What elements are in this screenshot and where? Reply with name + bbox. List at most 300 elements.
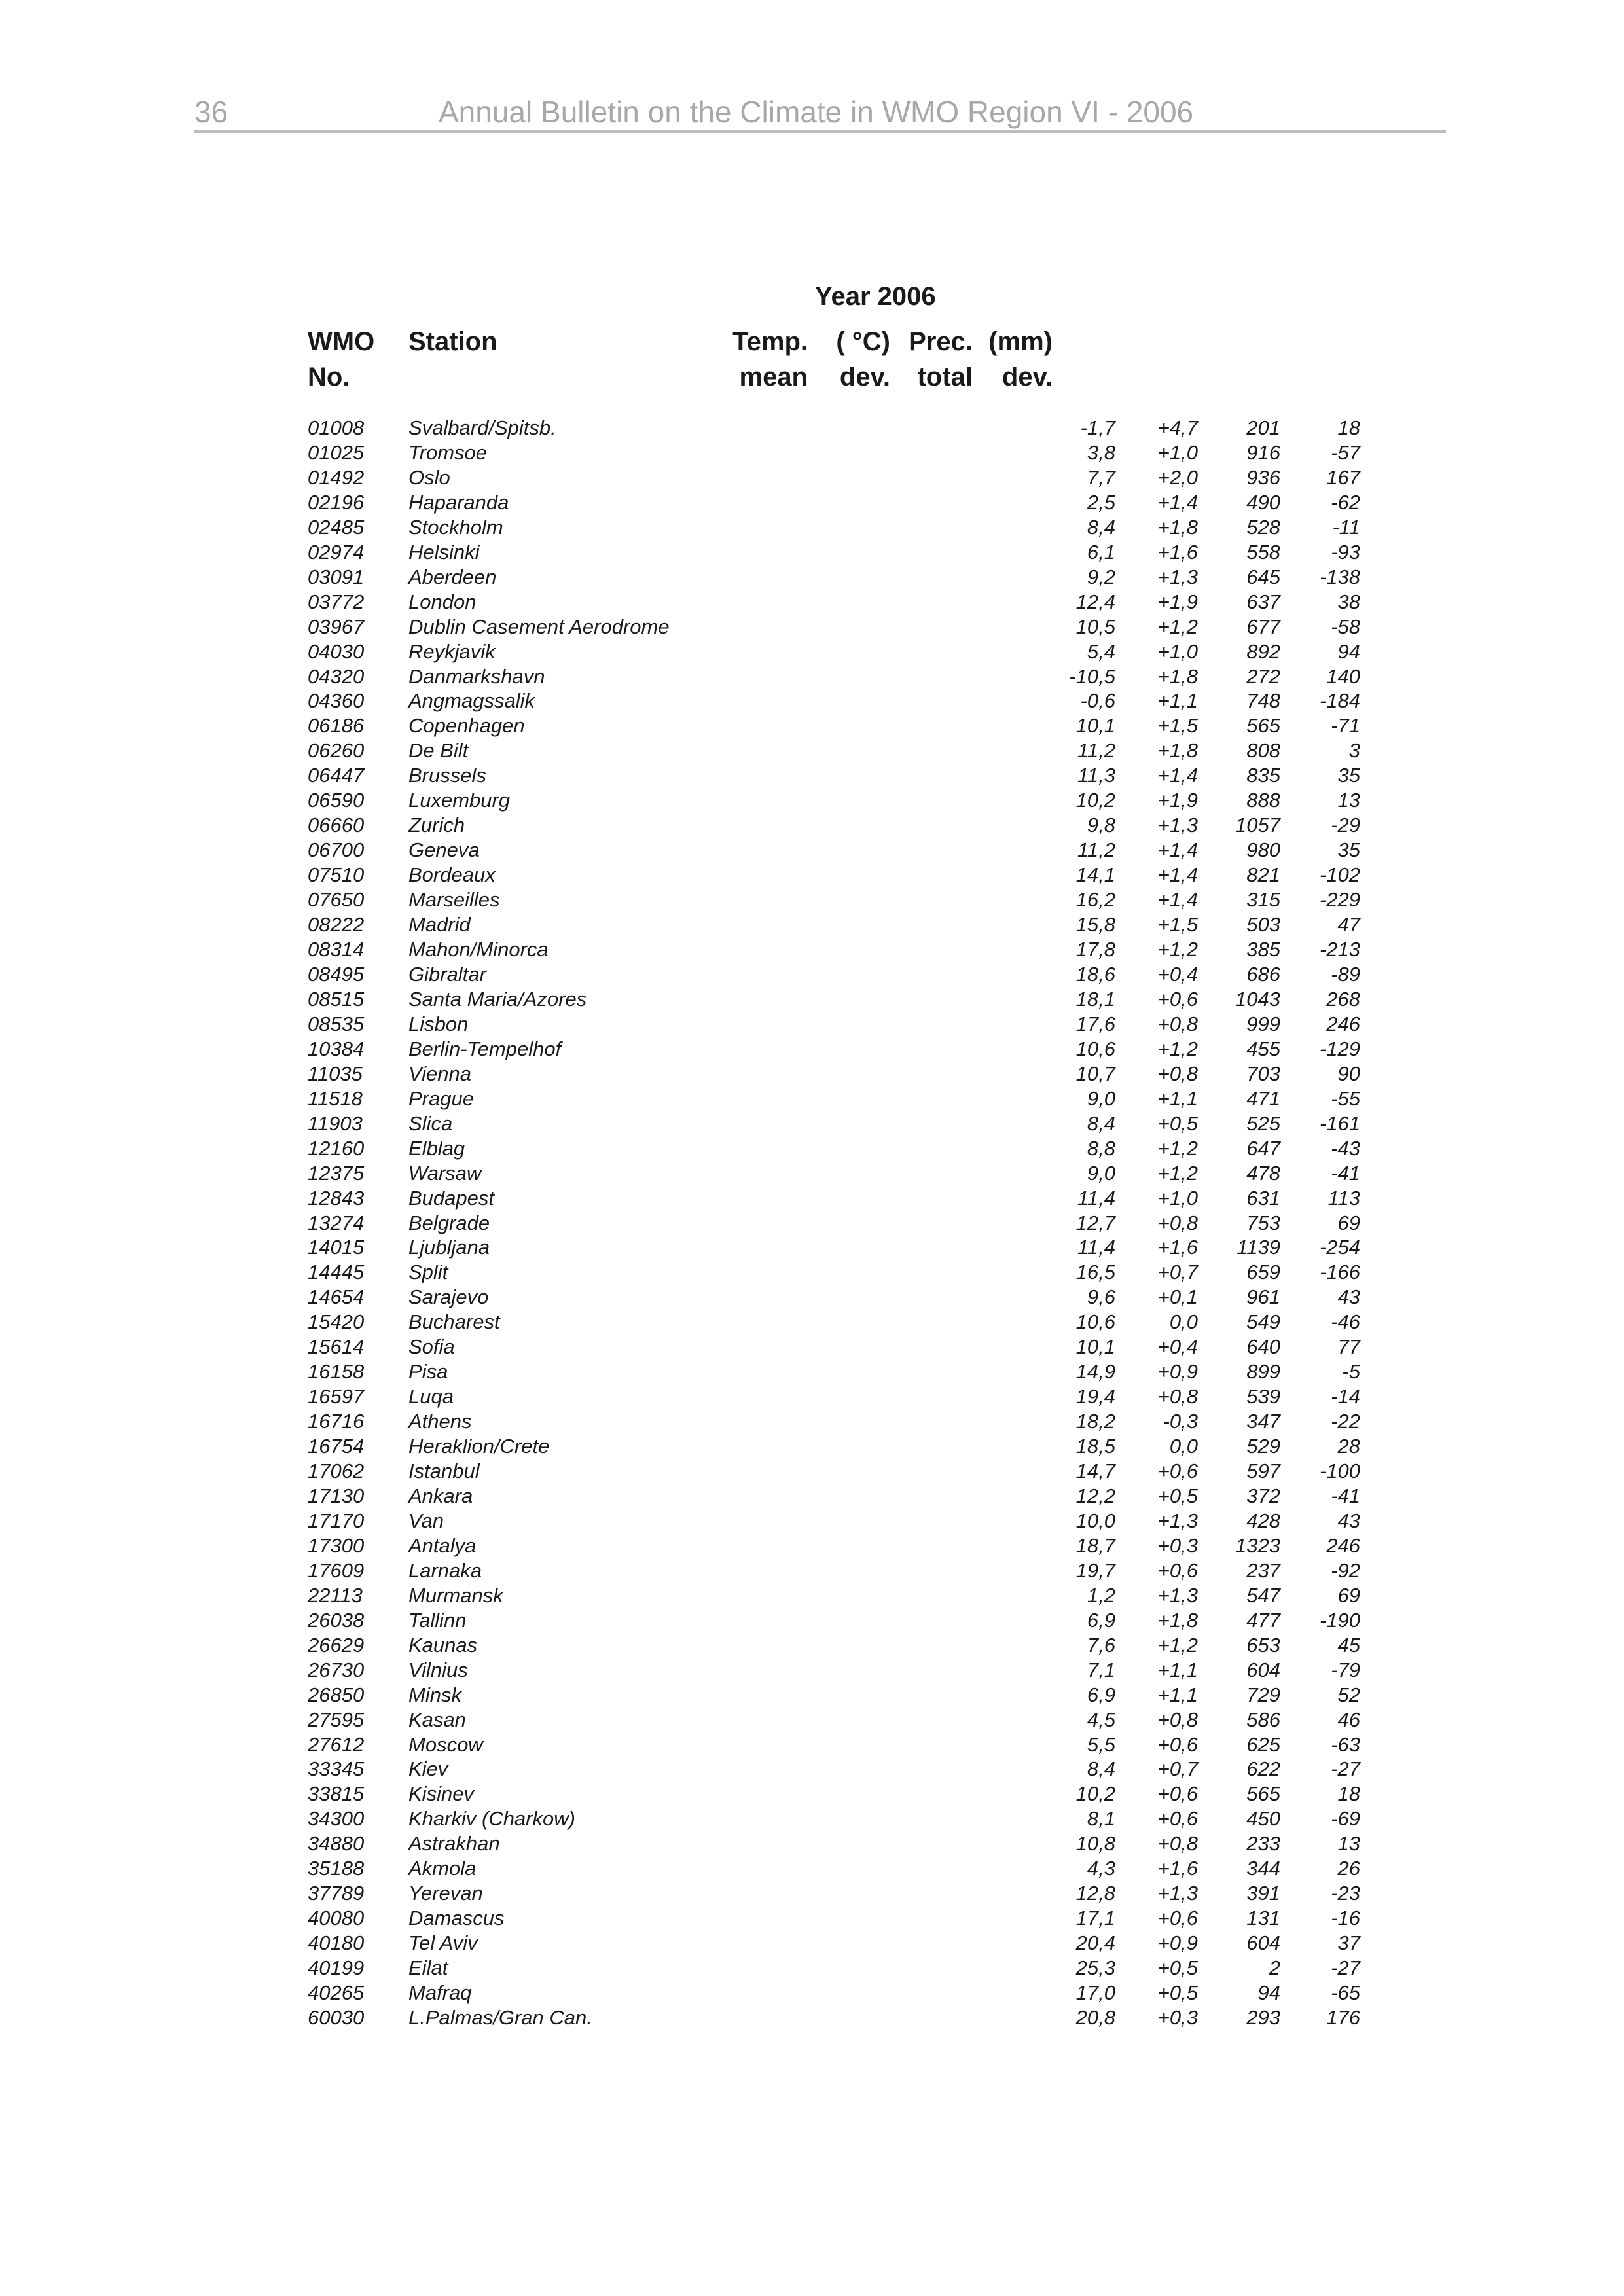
table-row <box>308 590 1360 615</box>
table-row <box>308 1806 1360 1831</box>
table-row <box>308 838 1360 863</box>
table-row <box>308 987 1360 1012</box>
cell-wmo-number: 11035 <box>308 1062 363 1085</box>
table-row <box>308 1782 1360 1806</box>
cell-temp-dev: +0,4 <box>1157 1335 1198 1359</box>
cell-station: Warsaw <box>408 1161 482 1185</box>
cell-prec-total: 344 <box>1246 1857 1280 1880</box>
table-row <box>308 1757 1360 1782</box>
cell-temp-dev: 0,0 <box>1169 1435 1198 1458</box>
cell-station: Stockholm <box>408 515 503 539</box>
table-row <box>308 713 1360 738</box>
cell-prec-total: 892 <box>1246 639 1280 663</box>
cell-station: Tel Aviv <box>408 1931 478 1955</box>
cell-wmo-number: 01025 <box>308 440 365 464</box>
cell-wmo-number: 06447 <box>308 764 365 787</box>
cell-prec-dev: -41 <box>1331 1161 1360 1185</box>
cell-prec-dev: 26 <box>1337 1857 1360 1880</box>
cell-prec-dev: -58 <box>1331 615 1360 638</box>
cell-station: Antalya <box>408 1534 477 1557</box>
cell-wmo-number: 26629 <box>308 1633 365 1657</box>
cell-prec-dev: -69 <box>1331 1807 1360 1831</box>
cell-prec-total: 677 <box>1246 615 1280 638</box>
cell-temp-mean: 8,1 <box>1087 1807 1115 1831</box>
column-header-prec-line2: total <box>917 363 973 391</box>
cell-prec-total: 428 <box>1246 1509 1280 1532</box>
table-row <box>308 1310 1360 1335</box>
cell-wmo-number: 27612 <box>308 1732 365 1756</box>
cell-prec-total: 637 <box>1246 590 1280 613</box>
cell-temp-mean: 15,8 <box>1075 913 1115 937</box>
cell-wmo-number: 12843 <box>308 1186 365 1210</box>
cell-station: Athens <box>408 1410 472 1433</box>
cell-temp-mean: 18,6 <box>1075 962 1115 986</box>
cell-prec-total: 549 <box>1246 1310 1280 1334</box>
cell-temp-dev: +0,3 <box>1157 2006 1198 2029</box>
cell-temp-mean: 10,1 <box>1075 714 1115 738</box>
cell-wmo-number: 03091 <box>308 565 365 588</box>
cell-wmo-number: 33815 <box>308 1782 365 1806</box>
cell-prec-total: 703 <box>1246 1062 1280 1085</box>
cell-station: L.Palmas/Gran Can. <box>408 2006 592 2029</box>
cell-station: Astrakhan <box>408 1832 500 1856</box>
cell-station: Geneva <box>408 838 480 862</box>
cell-temp-dev: +0,6 <box>1157 1460 1198 1483</box>
header-rule <box>194 130 1446 133</box>
column-header-prec-dev-label: dev. <box>1001 363 1053 391</box>
cell-wmo-number: 04320 <box>308 664 365 688</box>
cell-temp-mean: 4,3 <box>1087 1857 1115 1880</box>
cell-wmo-number: 13274 <box>308 1211 365 1234</box>
cell-prec-dev: -89 <box>1331 962 1360 986</box>
cell-prec-dev: 140 <box>1326 664 1360 688</box>
table-row <box>308 1037 1360 1062</box>
cell-temp-dev: +1,2 <box>1157 1037 1198 1060</box>
cell-temp-mean: 18,1 <box>1075 987 1115 1011</box>
table-row <box>308 1384 1360 1409</box>
cell-temp-mean: 19,7 <box>1075 1558 1115 1582</box>
cell-temp-dev: +0,1 <box>1157 1285 1198 1309</box>
cell-temp-dev: +1,9 <box>1157 789 1198 812</box>
cell-wmo-number: 40265 <box>308 1981 365 2005</box>
cell-prec-total: 936 <box>1246 465 1280 489</box>
year-heading: Year 2006 <box>815 282 936 311</box>
cell-prec-total: 391 <box>1246 1882 1280 1905</box>
cell-prec-total: 625 <box>1246 1732 1280 1756</box>
cell-temp-mean: 9,6 <box>1087 1285 1115 1309</box>
cell-temp-dev: +1,1 <box>1157 1683 1198 1706</box>
cell-prec-total: 888 <box>1246 789 1280 812</box>
cell-prec-dev: -213 <box>1319 938 1360 961</box>
cell-wmo-number: 02485 <box>308 515 365 539</box>
cell-prec-dev: -43 <box>1331 1136 1360 1160</box>
cell-prec-total: 597 <box>1246 1460 1280 1483</box>
cell-prec-total: 1043 <box>1235 987 1280 1011</box>
cell-prec-total: 753 <box>1246 1211 1280 1234</box>
cell-temp-dev: +0,5 <box>1157 1981 1198 2005</box>
cell-prec-total: 565 <box>1246 714 1280 738</box>
cell-temp-mean: 20,4 <box>1075 1931 1115 1955</box>
cell-prec-dev: -184 <box>1319 689 1360 713</box>
cell-temp-mean: 3,8 <box>1087 440 1115 464</box>
cell-temp-dev: +1,2 <box>1157 938 1198 961</box>
cell-station: Pisa <box>408 1360 448 1384</box>
cell-station: Van <box>408 1509 444 1532</box>
column-header-temp-unit: ( °C) <box>836 327 890 356</box>
cell-station: Moscow <box>408 1732 483 1756</box>
cell-temp-mean: -0,6 <box>1080 689 1115 713</box>
cell-station: Kaunas <box>408 1633 478 1657</box>
cell-temp-mean: 7,1 <box>1087 1658 1115 1681</box>
cell-prec-dev: -63 <box>1331 1732 1360 1756</box>
cell-prec-dev: -55 <box>1331 1086 1360 1110</box>
cell-station: Tromsoe <box>408 440 488 464</box>
cell-station: Danmarkshavn <box>408 664 545 688</box>
cell-station: Bucharest <box>408 1310 500 1334</box>
cell-temp-dev: +1,5 <box>1157 714 1198 738</box>
cell-temp-dev: +1,1 <box>1157 689 1198 713</box>
cell-prec-dev: -29 <box>1331 814 1360 837</box>
cell-station: Split <box>408 1261 448 1284</box>
cell-wmo-number: 14654 <box>308 1285 365 1309</box>
table-row <box>308 1359 1360 1384</box>
column-header-wmo-line2: No. <box>308 363 350 391</box>
cell-prec-total: 1057 <box>1235 814 1280 837</box>
cell-prec-total: 528 <box>1246 515 1280 539</box>
cell-prec-total: 640 <box>1246 1335 1280 1359</box>
cell-prec-dev: 13 <box>1337 789 1360 812</box>
cell-wmo-number: 04360 <box>308 689 365 713</box>
cell-prec-total: 659 <box>1246 1261 1280 1284</box>
cell-temp-mean: 6,1 <box>1087 540 1115 564</box>
cell-prec-dev: 77 <box>1337 1335 1360 1359</box>
climate-table-body <box>308 416 1360 2030</box>
cell-temp-mean: 10,0 <box>1075 1509 1115 1532</box>
cell-station: Yerevan <box>408 1882 483 1905</box>
cell-prec-dev: -22 <box>1331 1410 1360 1433</box>
column-header-station-line1: Station <box>408 327 497 356</box>
cell-prec-dev: -14 <box>1331 1385 1360 1408</box>
cell-temp-dev: +1,6 <box>1157 1857 1198 1880</box>
cell-prec-total: 916 <box>1246 440 1280 464</box>
cell-prec-dev: 45 <box>1337 1633 1360 1657</box>
cell-station: Larnaka <box>408 1558 482 1582</box>
cell-prec-total: 372 <box>1246 1484 1280 1507</box>
cell-temp-mean: 5,4 <box>1087 639 1115 663</box>
cell-wmo-number: 40180 <box>308 1931 365 1955</box>
cell-temp-dev: +0,3 <box>1157 1534 1198 1557</box>
cell-prec-dev: 167 <box>1326 465 1360 489</box>
table-row <box>308 565 1360 590</box>
cell-station: Madrid <box>408 913 471 937</box>
cell-station: Murmansk <box>408 1583 503 1607</box>
cell-temp-dev: +1,4 <box>1157 490 1198 514</box>
cell-prec-dev: -93 <box>1331 540 1360 564</box>
cell-temp-mean: -1,7 <box>1080 416 1115 439</box>
cell-station: De Bilt <box>408 739 469 762</box>
cell-temp-dev: +1,0 <box>1157 1186 1198 1210</box>
cell-prec-total: 529 <box>1246 1435 1280 1458</box>
table-row <box>308 1981 1360 2005</box>
cell-temp-dev: +1,3 <box>1157 1583 1198 1607</box>
table-row <box>308 1484 1360 1509</box>
cell-prec-dev: 94 <box>1337 639 1360 663</box>
table-row <box>308 416 1360 440</box>
cell-prec-dev: -11 <box>1332 515 1360 539</box>
cell-station: Ljubljana <box>408 1236 490 1259</box>
cell-temp-dev: +1,3 <box>1157 814 1198 837</box>
cell-temp-mean: 8,4 <box>1087 515 1115 539</box>
cell-wmo-number: 01492 <box>308 465 365 489</box>
cell-wmo-number: 08535 <box>308 1012 365 1035</box>
cell-prec-total: 821 <box>1246 863 1280 887</box>
cell-prec-total: 835 <box>1246 764 1280 787</box>
cell-station: Damascus <box>408 1907 505 1930</box>
table-row <box>308 490 1360 515</box>
cell-temp-mean: 20,8 <box>1075 2006 1115 2029</box>
cell-prec-total: 686 <box>1246 962 1280 986</box>
cell-wmo-number: 60030 <box>308 2006 365 2029</box>
cell-prec-total: 477 <box>1246 1608 1280 1632</box>
cell-wmo-number: 40199 <box>308 1956 365 1980</box>
cell-prec-total: 490 <box>1246 490 1280 514</box>
cell-temp-dev: +0,6 <box>1157 1907 1198 1930</box>
cell-temp-dev: +1,4 <box>1157 863 1198 887</box>
cell-temp-mean: 18,7 <box>1075 1534 1115 1557</box>
cell-station: Mafraq <box>408 1981 472 2005</box>
cell-prec-dev: 90 <box>1337 1062 1360 1085</box>
table-row <box>308 763 1360 788</box>
cell-prec-total: 631 <box>1246 1186 1280 1210</box>
table-row <box>308 863 1360 888</box>
table-row <box>308 639 1360 664</box>
cell-temp-mean: 18,5 <box>1075 1435 1115 1458</box>
cell-temp-mean: 17,1 <box>1075 1907 1115 1930</box>
table-row <box>308 440 1360 465</box>
cell-wmo-number: 17170 <box>308 1509 365 1532</box>
cell-temp-dev: +1,2 <box>1157 1136 1198 1160</box>
cell-temp-mean: 10,2 <box>1075 1782 1115 1806</box>
cell-temp-dev: +0,5 <box>1157 1956 1198 1980</box>
column-header-prec-unit: (mm) <box>988 327 1053 356</box>
cell-prec-total: 999 <box>1246 1012 1280 1035</box>
table-row <box>308 2005 1360 2030</box>
cell-temp-mean: 14,1 <box>1075 863 1115 887</box>
cell-prec-total: 272 <box>1246 664 1280 688</box>
table-row <box>308 962 1360 987</box>
cell-prec-dev: -79 <box>1331 1658 1360 1681</box>
table-row <box>308 465 1360 490</box>
running-title: Annual Bulletin on the Climate in WMO Region VI - 2006 <box>439 95 1194 129</box>
column-header-station <box>408 324 497 359</box>
cell-wmo-number: 08222 <box>308 913 365 937</box>
cell-prec-total: 293 <box>1246 2006 1280 2029</box>
cell-station: Oslo <box>408 465 450 489</box>
cell-station: Aberdeen <box>408 565 497 588</box>
cell-temp-mean: 12,7 <box>1075 1211 1115 1234</box>
cell-wmo-number: 06700 <box>308 838 365 862</box>
cell-temp-mean: 9,0 <box>1087 1086 1115 1110</box>
table-row <box>308 1111 1360 1136</box>
cell-station: Luqa <box>408 1385 454 1408</box>
table-row <box>308 1881 1360 1906</box>
cell-prec-total: 385 <box>1246 938 1280 961</box>
cell-temp-dev: +1,4 <box>1157 888 1198 912</box>
table-row <box>308 1906 1360 1931</box>
cell-wmo-number: 26730 <box>308 1658 365 1681</box>
cell-temp-mean: 2,5 <box>1087 490 1115 514</box>
cell-prec-total: 450 <box>1246 1807 1280 1831</box>
cell-temp-mean: 10,8 <box>1075 1832 1115 1856</box>
cell-prec-dev: 37 <box>1337 1931 1360 1955</box>
cell-temp-dev: +1,3 <box>1157 565 1198 588</box>
cell-wmo-number: 14015 <box>308 1236 365 1259</box>
column-header-temp-dev <box>812 324 890 395</box>
cell-prec-total: 961 <box>1246 1285 1280 1309</box>
cell-prec-dev: 268 <box>1326 987 1360 1011</box>
page-header <box>194 90 1446 134</box>
cell-station: Sofia <box>408 1335 455 1359</box>
cell-temp-dev: +0,6 <box>1157 1558 1198 1582</box>
table-row <box>308 664 1360 689</box>
cell-station: Tallinn <box>408 1608 467 1632</box>
cell-temp-dev: +1,8 <box>1157 1608 1198 1632</box>
cell-temp-mean: 10,7 <box>1075 1062 1115 1085</box>
cell-temp-mean: 11,2 <box>1077 739 1115 762</box>
cell-prec-dev: -161 <box>1319 1111 1360 1135</box>
cell-station: Reykjavik <box>408 639 496 663</box>
cell-prec-total: 539 <box>1246 1385 1280 1408</box>
cell-station: Helsinki <box>408 540 480 564</box>
cell-prec-dev: -41 <box>1331 1484 1360 1507</box>
cell-prec-dev: 47 <box>1337 913 1360 937</box>
cell-prec-total: 653 <box>1246 1633 1280 1657</box>
column-header-wmo <box>308 324 374 395</box>
cell-prec-total: 645 <box>1246 565 1280 588</box>
cell-temp-dev: +1,9 <box>1157 590 1198 613</box>
cell-prec-total: 1139 <box>1236 1236 1280 1259</box>
cell-temp-mean: 17,6 <box>1075 1012 1115 1035</box>
cell-temp-mean: 16,5 <box>1075 1261 1115 1284</box>
cell-wmo-number: 08515 <box>308 987 365 1011</box>
cell-temp-dev: +0,8 <box>1157 1211 1198 1234</box>
cell-prec-total: 525 <box>1246 1111 1280 1135</box>
cell-temp-dev: +1,6 <box>1157 540 1198 564</box>
table-row <box>308 1708 1360 1732</box>
table-row <box>308 937 1360 962</box>
table-row <box>308 1285 1360 1310</box>
cell-wmo-number: 34300 <box>308 1807 365 1831</box>
cell-wmo-number: 07510 <box>308 863 365 887</box>
cell-wmo-number: 27595 <box>308 1708 365 1731</box>
cell-station: Dublin Casement Aerodrome <box>408 615 670 638</box>
cell-prec-dev: 176 <box>1326 2006 1360 2029</box>
cell-prec-dev: -71 <box>1331 714 1360 738</box>
cell-prec-dev: -92 <box>1331 1558 1360 1582</box>
cell-station: Luxemburg <box>408 789 511 812</box>
cell-temp-mean: 17,8 <box>1075 938 1115 961</box>
cell-wmo-number: 08495 <box>308 962 365 986</box>
cell-wmo-number: 03967 <box>308 615 365 638</box>
cell-station: Akmola <box>408 1857 477 1880</box>
cell-temp-mean: 10,6 <box>1075 1310 1115 1334</box>
cell-temp-dev: +0,4 <box>1157 962 1198 986</box>
cell-temp-mean: 11,4 <box>1077 1236 1115 1259</box>
column-header-prec <box>894 324 973 395</box>
column-header-temp-line1: Temp. <box>732 327 808 356</box>
cell-station: Angmagssalik <box>408 689 535 713</box>
table-row <box>308 1534 1360 1558</box>
cell-prec-dev: -16 <box>1331 1907 1360 1930</box>
cell-wmo-number: 22113 <box>308 1583 363 1607</box>
cell-wmo-number: 06260 <box>308 739 365 762</box>
cell-station: Brussels <box>408 764 486 787</box>
cell-prec-dev: -23 <box>1331 1882 1360 1905</box>
cell-wmo-number: 37789 <box>308 1882 365 1905</box>
table-row <box>308 1062 1360 1086</box>
table-row <box>308 888 1360 912</box>
cell-prec-total: 478 <box>1246 1161 1280 1185</box>
cell-temp-dev: +0,8 <box>1157 1012 1198 1035</box>
cell-temp-mean: 17,0 <box>1075 1981 1115 2005</box>
table-row <box>308 540 1360 565</box>
cell-temp-mean: 9,2 <box>1087 565 1115 588</box>
cell-station: Heraklion/Crete <box>408 1435 550 1458</box>
cell-wmo-number: 33345 <box>308 1757 365 1781</box>
cell-temp-dev: +0,6 <box>1157 1807 1198 1831</box>
cell-temp-mean: 6,9 <box>1087 1683 1115 1706</box>
table-row <box>308 515 1360 540</box>
cell-prec-dev: -27 <box>1331 1956 1360 1980</box>
table-row <box>308 1161 1360 1186</box>
cell-wmo-number: 06590 <box>308 789 365 812</box>
cell-prec-dev: -5 <box>1342 1360 1360 1384</box>
cell-temp-mean: 9,0 <box>1087 1161 1115 1185</box>
cell-wmo-number: 12375 <box>308 1161 365 1185</box>
cell-temp-dev: +0,8 <box>1157 1832 1198 1856</box>
cell-prec-total: 94 <box>1257 1981 1280 2005</box>
cell-temp-dev: +1,4 <box>1157 764 1198 787</box>
column-header-wmo-line1: WMO <box>308 327 375 356</box>
cell-temp-dev: +0,5 <box>1157 1111 1198 1135</box>
cell-wmo-number: 07650 <box>308 888 365 912</box>
cell-prec-dev: -254 <box>1319 1236 1360 1259</box>
cell-wmo-number: 06660 <box>308 814 365 837</box>
table-row <box>308 1956 1360 1981</box>
table-row <box>308 1558 1360 1583</box>
cell-temp-mean: 12,8 <box>1075 1882 1115 1905</box>
cell-prec-dev: 69 <box>1337 1583 1360 1607</box>
cell-temp-mean: 18,2 <box>1075 1410 1115 1433</box>
cell-prec-dev: 52 <box>1337 1683 1360 1706</box>
table-row <box>308 1831 1360 1856</box>
cell-temp-dev: +4,7 <box>1157 416 1198 439</box>
cell-prec-dev: -46 <box>1331 1310 1360 1334</box>
table-row <box>308 1335 1360 1359</box>
table-row <box>308 1583 1360 1608</box>
cell-prec-total: 565 <box>1246 1782 1280 1806</box>
table-row <box>308 1434 1360 1459</box>
table-row <box>308 1459 1360 1484</box>
cell-station: Minsk <box>408 1683 461 1706</box>
cell-temp-dev: +1,0 <box>1157 440 1198 464</box>
cell-wmo-number: 03772 <box>308 590 365 613</box>
table-row <box>308 788 1360 813</box>
cell-wmo-number: 16716 <box>308 1410 365 1433</box>
cell-temp-dev: +1,2 <box>1157 615 1198 638</box>
cell-prec-dev: 43 <box>1337 1285 1360 1309</box>
cell-temp-dev: +1,1 <box>1157 1086 1198 1110</box>
